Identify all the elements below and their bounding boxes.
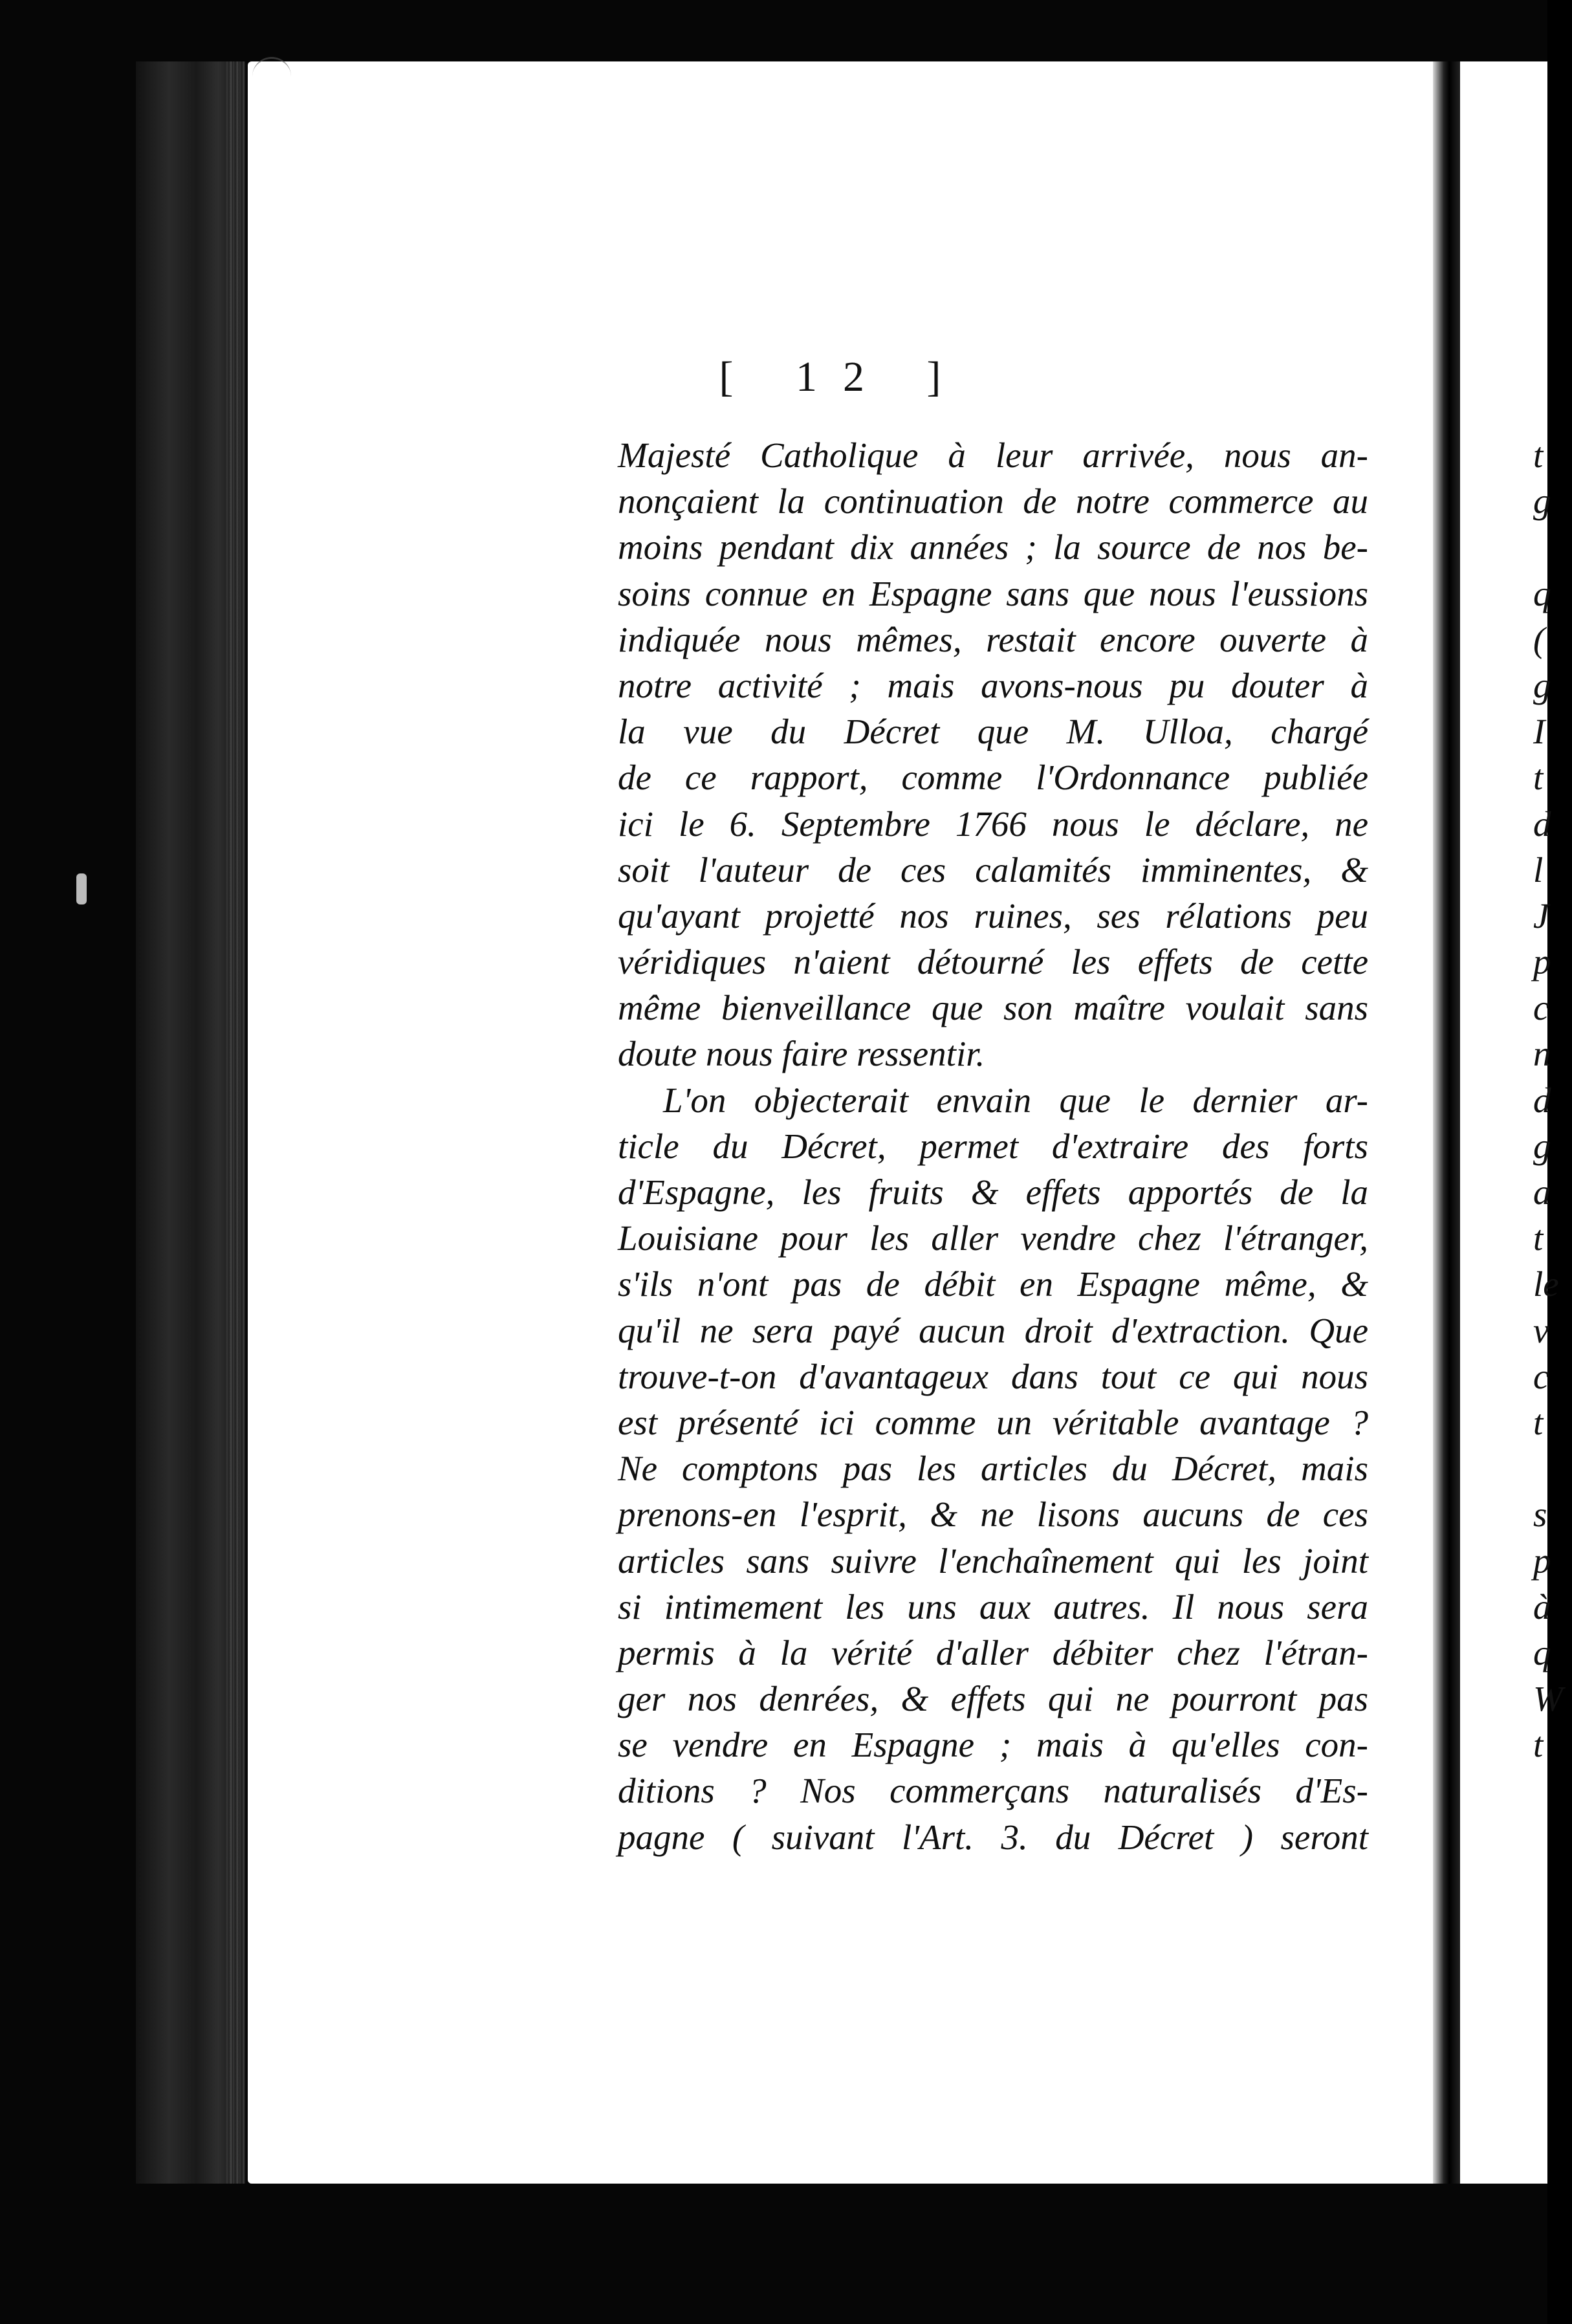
text-fragment: v xyxy=(1533,1310,1549,1350)
text-line: pagne ( suivant l'Art. 3. du Décret ) seront xyxy=(618,1817,1368,1857)
text-line: véridiques n'aient détourné les effets de cette xyxy=(618,942,1368,982)
text-fragment: t xyxy=(1533,758,1544,798)
text-fragment: t xyxy=(1533,1402,1544,1442)
text-line: prenons-en l'esprit, & ne lisons aucuns de ces xyxy=(618,1495,1368,1535)
text-fragment: c xyxy=(1533,988,1549,1028)
text-fragment: q xyxy=(1533,573,1551,613)
text-fragment: g xyxy=(1533,665,1551,705)
text-line: ticle du Décret, permet d'extraire des forts xyxy=(618,1126,1368,1166)
text-line: Louisiane pour les aller vendre chez l'étranger, xyxy=(618,1218,1368,1258)
text-fragment xyxy=(1533,524,1572,570)
text-fragment: W xyxy=(1533,1679,1563,1719)
text-fragment: g xyxy=(1533,1126,1551,1166)
text-line: doute nous faire ressentir. xyxy=(618,1034,985,1074)
text-fragment: t xyxy=(1533,435,1544,475)
text-fragment: l xyxy=(1533,850,1544,890)
text-line: soins connue en Espagne sans que nous l'eussions xyxy=(618,573,1368,613)
page-stack-edge xyxy=(226,61,245,2184)
text-fragment: à xyxy=(1533,1586,1551,1627)
text-line: articles sans suivre l'enchaînement qui les joint xyxy=(618,1540,1368,1581)
text-fragment: s xyxy=(1533,1495,1547,1535)
text-fragment: t xyxy=(1533,1725,1544,1765)
text-line: s'ils n'ont pas de débit en Espagne même, & xyxy=(618,1264,1368,1304)
text-line: nonçaient la continuation de notre commerce au xyxy=(618,481,1368,521)
text-line: moins pendant dix années ; la source de nos be- xyxy=(618,527,1368,567)
text-fragment xyxy=(1533,1445,1572,1491)
text-fragment: I xyxy=(1533,712,1545,752)
margin-speck xyxy=(76,873,87,904)
text-fragment: ( xyxy=(1533,619,1545,659)
text-line: se vendre en Espagne ; mais à qu'elles con- xyxy=(618,1725,1368,1765)
page-number: [ 12 ] xyxy=(719,353,967,400)
text-fragment: p xyxy=(1533,942,1551,982)
text-fragment: n xyxy=(1533,1034,1551,1074)
text-fragment: J xyxy=(1533,895,1549,936)
text-line: notre activité ; mais avons-nous pu douter à xyxy=(618,665,1368,705)
text-line: permis à la vérité d'aller débiter chez l'étran- xyxy=(618,1632,1368,1672)
text-line: de ce rapport, comme l'Ordonnance publiée xyxy=(618,758,1368,798)
text-line: d'Espagne, les fruits & effets apportés de la xyxy=(618,1172,1368,1212)
text-line: ici le 6. Septembre 1766 nous le déclare, ne xyxy=(618,804,1368,844)
text-line: Ne comptons pas les articles du Décret, mais xyxy=(618,1449,1368,1489)
text-line: la vue du Décret que M. Ulloa, chargé xyxy=(618,712,1368,752)
text-fragment: d xyxy=(1533,1080,1551,1120)
text-line: indiquée nous mêmes, restait encore ouverte à xyxy=(618,619,1368,659)
text-line: même bienveillance que son maître voulait sans xyxy=(618,988,1368,1028)
text-line: qu'ayant projetté nos ruines, ses rélations peu xyxy=(618,895,1368,936)
text-fragment: p xyxy=(1533,1540,1551,1581)
text-line: ger nos denrées, & effets qui ne pourront pas xyxy=(618,1679,1368,1719)
text-fragment: a xyxy=(1533,1172,1551,1212)
text-fragment: t xyxy=(1533,1218,1544,1258)
text-line: est présenté ici comme un véritable avantage ? xyxy=(618,1402,1368,1442)
text-line: ditions ? Nos commerçans naturalisés d'Es- xyxy=(618,1771,1368,1811)
text-line: trouve-t-on d'avantageux dans tout ce qui nous xyxy=(618,1356,1368,1396)
text-fragment: g xyxy=(1533,481,1551,521)
text-line: Majesté Catholique à leur arrivée, nous an- xyxy=(618,435,1368,475)
text-line: soit l'auteur de ces calamités imminentes, & xyxy=(618,850,1368,890)
body-text xyxy=(618,432,1368,1860)
text-fragment: q xyxy=(1533,1632,1551,1672)
text-fragment: c xyxy=(1533,1356,1549,1396)
right-page-text-fragments xyxy=(1533,432,1572,1768)
text-fragment: d xyxy=(1533,804,1551,844)
text-line: qu'il ne sera payé aucun droit d'extraction. Que xyxy=(618,1310,1368,1350)
paragraph-start-line: L'on objecterait envain que le dernier ar- xyxy=(663,1080,1368,1120)
text-line: si intimement les uns aux autres. Il nous sera xyxy=(618,1586,1368,1627)
text-fragment: le xyxy=(1533,1264,1559,1304)
